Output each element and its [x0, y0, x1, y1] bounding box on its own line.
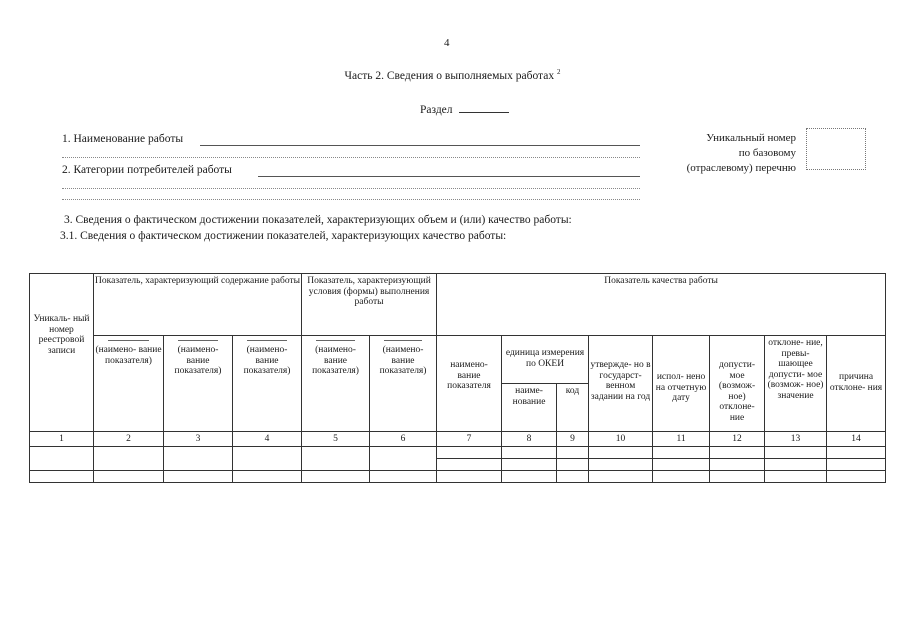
table-cell[interactable] [765, 459, 827, 471]
table-cell[interactable] [30, 471, 94, 483]
col-number: 3 [164, 432, 233, 447]
quality-name-header: наимено- вание показателя [437, 336, 502, 432]
table-cell[interactable] [233, 447, 302, 471]
consumer-categories-line-3[interactable] [62, 199, 640, 200]
title-footnote: 2 [556, 68, 561, 76]
table-cell[interactable] [502, 459, 557, 471]
table-cell[interactable] [589, 459, 653, 471]
content-indicator-3 [233, 336, 302, 432]
table-cell[interactable] [827, 459, 886, 471]
table-cell[interactable] [653, 471, 710, 483]
okei-name-header: наиме- нование [502, 384, 557, 432]
page-title [0, 68, 905, 82]
table-cell[interactable] [827, 447, 886, 459]
table-row [30, 471, 886, 483]
col-number: 9 [557, 432, 589, 447]
table-cell[interactable] [94, 447, 164, 471]
approved-header: утвержде- но в государст- венном задании на год [589, 336, 653, 432]
indicator-blank-line[interactable] [178, 340, 218, 341]
table-cell[interactable] [437, 447, 502, 459]
indicator-name-label: (наимено- вание показателя) [379, 345, 427, 376]
unique-number-label [660, 131, 796, 176]
quality-indicator-header: Показатель качества работы [437, 274, 886, 336]
table-cell[interactable] [589, 447, 653, 459]
col-number: 8 [502, 432, 557, 447]
indicator-blank-line[interactable] [316, 340, 355, 341]
table-cell[interactable] [437, 471, 502, 483]
table-cell[interactable] [765, 471, 827, 483]
section-field [420, 103, 509, 116]
indicator-name-label: (наимено- вание показателя) [95, 345, 162, 366]
table-cell[interactable] [502, 471, 557, 483]
condition-indicator-1 [302, 336, 370, 432]
condition-indicator-header: Показатель, характеризующий условия (формы) выполнения работы [302, 274, 437, 336]
page-number: 4 [444, 37, 450, 49]
indicator-blank-line[interactable] [384, 340, 422, 341]
table-cell[interactable] [437, 459, 502, 471]
table-cell[interactable] [302, 471, 370, 483]
table-cell[interactable] [653, 447, 710, 459]
table-cell[interactable] [370, 471, 437, 483]
col-number: 11 [653, 432, 710, 447]
indicator-blank-line[interactable] [247, 340, 287, 341]
allowed-deviation-header: допусти- мое (возмож- ное) отклоне- ние [710, 336, 765, 432]
deviation-reason-header: причина отклоне- ния [827, 336, 886, 432]
section-blank-line[interactable] [459, 103, 509, 113]
content-indicator-header: Показатель, характеризующий содержание работы [94, 274, 302, 336]
unique-number-line1: Уникальный номер [706, 132, 796, 144]
table-cell[interactable] [765, 447, 827, 459]
table-cell[interactable] [827, 471, 886, 483]
table-cell[interactable] [557, 471, 589, 483]
table-cell[interactable] [710, 447, 765, 459]
table-cell[interactable] [589, 471, 653, 483]
okei-code-header: код [557, 384, 589, 432]
table-cell[interactable] [710, 459, 765, 471]
col-number: 14 [827, 432, 886, 447]
unique-number-line3: (отраслевому) перечню [686, 162, 796, 174]
okei-unit-header: единица измерения по ОКЕИ [502, 336, 589, 384]
col-number: 5 [302, 432, 370, 447]
unique-number-box[interactable] [806, 128, 866, 170]
table-row [30, 447, 886, 459]
work-name-line-2[interactable] [62, 157, 640, 158]
col-number: 12 [710, 432, 765, 447]
exceeding-deviation-header: отклоне- ние, превы- шающее допусти- мое (возмож- ное) значение [765, 336, 827, 432]
table-cell[interactable] [302, 447, 370, 471]
table-cell[interactable] [94, 471, 164, 483]
col-number: 4 [233, 432, 302, 447]
table-cell[interactable] [710, 471, 765, 483]
indicator-name-label: (наимено- вание показателя) [312, 345, 359, 376]
indicator-blank-line[interactable] [108, 340, 148, 341]
work-name-label: 1. Наименование работы [62, 133, 184, 145]
table-cell[interactable] [30, 447, 94, 471]
consumer-categories-line[interactable] [258, 176, 640, 177]
indicator-name-label: (наимено- вание показателя) [243, 345, 291, 376]
table-cell[interactable] [233, 471, 302, 483]
section-label: Раздел [420, 104, 453, 116]
content-indicator-2 [164, 336, 233, 432]
col-number: 2 [94, 432, 164, 447]
col-number: 6 [370, 432, 437, 447]
column-numbers-row [30, 432, 886, 447]
consumer-categories-line-2[interactable] [62, 188, 640, 189]
table-cell[interactable] [557, 459, 589, 471]
table-cell[interactable] [164, 471, 233, 483]
indicator-name-label: (наимено- вание показателя) [174, 345, 222, 376]
table-cell[interactable] [164, 447, 233, 471]
executed-header: испол- нено на отчетную дату [653, 336, 710, 432]
col-number: 10 [589, 432, 653, 447]
section31-heading: 3.1. Сведения о фактическом достижении показателей, характеризующих качество работы: [60, 230, 507, 242]
col-number: 7 [437, 432, 502, 447]
content-indicator-1 [94, 336, 164, 432]
col-number: 13 [765, 432, 827, 447]
title-text: Часть 2. Сведения о выполняемых работах [344, 69, 555, 82]
condition-indicator-2 [370, 336, 437, 432]
table-cell[interactable] [653, 459, 710, 471]
consumer-categories-label: 2. Категории потребителей работы [62, 164, 232, 176]
table-cell[interactable] [370, 447, 437, 471]
work-name-line[interactable] [200, 145, 640, 146]
col-number: 1 [30, 432, 94, 447]
quality-indicators-table [29, 273, 886, 483]
table-cell[interactable] [557, 447, 589, 459]
table-cell[interactable] [502, 447, 557, 459]
unique-record-number-header: Уникаль- ный номер реестровой записи [30, 274, 94, 432]
unique-number-line2: по базовому [738, 147, 796, 159]
section3-heading: 3. Сведения о фактическом достижении показателей, характеризующих объем и (или) качество работы: [64, 214, 572, 226]
